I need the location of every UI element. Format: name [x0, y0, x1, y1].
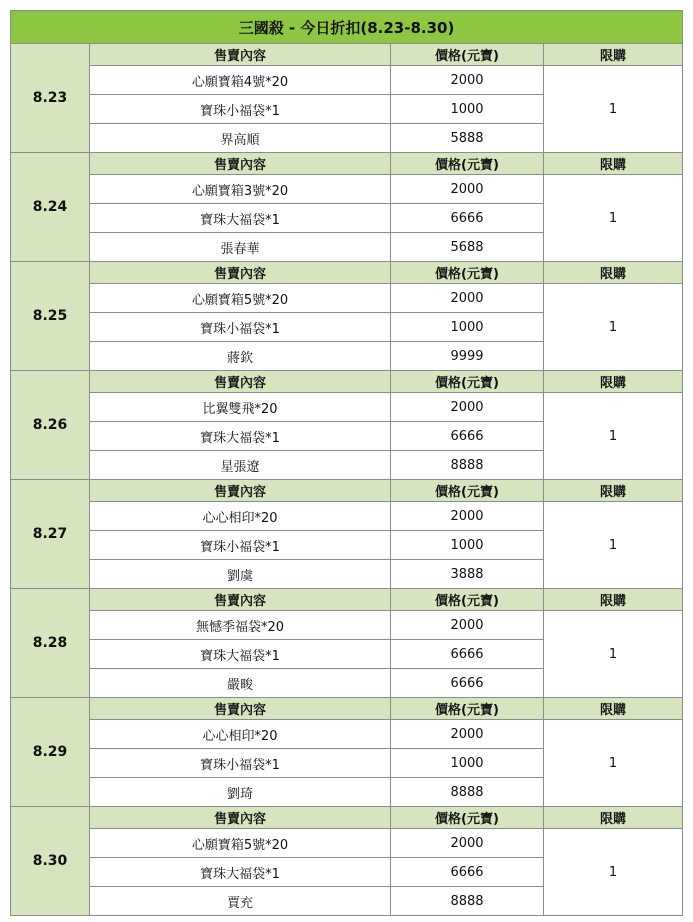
- item-price: 2000: [391, 284, 544, 313]
- date-cell: 8.28: [11, 589, 90, 698]
- item-name: 無憾季福袋*20: [90, 611, 391, 640]
- item-row: [11, 284, 683, 313]
- item-name: 寶珠小福袋*1: [90, 749, 391, 778]
- item-price: 2000: [391, 393, 544, 422]
- item-price: 8888: [391, 451, 544, 480]
- item-name: 界高順: [90, 124, 391, 153]
- item-price: 2000: [391, 175, 544, 204]
- item-name: 劉虞: [90, 560, 391, 589]
- limit-value: 1: [544, 502, 683, 589]
- limit-value: 1: [544, 66, 683, 153]
- item-price: 5688: [391, 233, 544, 262]
- header-price: 價格(元寶): [391, 262, 544, 284]
- limit-value: 1: [544, 829, 683, 916]
- item-name: 心心相印*20: [90, 720, 391, 749]
- header-price: 價格(元寶): [391, 480, 544, 502]
- date-cell: 8.29: [11, 698, 90, 807]
- item-name: 寶珠大福袋*1: [90, 204, 391, 233]
- header-limit: 限購: [544, 262, 683, 284]
- day-header-row: [11, 480, 683, 502]
- item-price: 1000: [391, 531, 544, 560]
- page-title: 三國殺 - 今日折扣(8.23-8.30): [11, 11, 683, 44]
- item-row: [11, 829, 683, 858]
- limit-value: 1: [544, 393, 683, 480]
- header-item: 售賣內容: [90, 807, 391, 829]
- date-cell: 8.26: [11, 371, 90, 480]
- header-price: 價格(元寶): [391, 153, 544, 175]
- limit-value: 1: [544, 175, 683, 262]
- header-item: 售賣內容: [90, 262, 391, 284]
- discount-table: [10, 10, 683, 916]
- item-price: 8888: [391, 887, 544, 916]
- limit-value: 1: [544, 720, 683, 807]
- date-cell: 8.23: [11, 44, 90, 153]
- day-header-row: [11, 44, 683, 66]
- day-header-row: [11, 371, 683, 393]
- day-header-row: [11, 698, 683, 720]
- table-body: [11, 11, 683, 916]
- item-name: 心願寶箱5號*20: [90, 284, 391, 313]
- header-limit: 限購: [544, 589, 683, 611]
- item-price: 5888: [391, 124, 544, 153]
- limit-value: 1: [544, 611, 683, 698]
- item-price: 6666: [391, 858, 544, 887]
- header-limit: 限購: [544, 698, 683, 720]
- item-price: 9999: [391, 342, 544, 371]
- header-limit: 限購: [544, 371, 683, 393]
- item-row: [11, 393, 683, 422]
- header-item: 售賣內容: [90, 371, 391, 393]
- item-price: 6666: [391, 422, 544, 451]
- item-name: 寶珠小福袋*1: [90, 95, 391, 124]
- day-header-row: [11, 262, 683, 284]
- item-name: 寶珠小福袋*1: [90, 531, 391, 560]
- header-item: 售賣內容: [90, 153, 391, 175]
- header-limit: 限購: [544, 480, 683, 502]
- item-name: 星張遼: [90, 451, 391, 480]
- item-name: 心願寶箱5號*20: [90, 829, 391, 858]
- item-name: 劉琦: [90, 778, 391, 807]
- item-price: 6666: [391, 669, 544, 698]
- header-item: 售賣內容: [90, 589, 391, 611]
- item-row: [11, 175, 683, 204]
- header-item: 售賣內容: [90, 698, 391, 720]
- item-name: 蔣欽: [90, 342, 391, 371]
- item-price: 2000: [391, 502, 544, 531]
- item-name: 心願寶箱3號*20: [90, 175, 391, 204]
- item-price: 2000: [391, 720, 544, 749]
- header-price: 價格(元寶): [391, 698, 544, 720]
- header-item: 售賣內容: [90, 480, 391, 502]
- day-header-row: [11, 153, 683, 175]
- item-name: 張春華: [90, 233, 391, 262]
- item-price: 8888: [391, 778, 544, 807]
- item-name: 寶珠大福袋*1: [90, 422, 391, 451]
- date-cell: 8.25: [11, 262, 90, 371]
- item-name: 心願寶箱4號*20: [90, 66, 391, 95]
- header-price: 價格(元寶): [391, 807, 544, 829]
- date-cell: 8.24: [11, 153, 90, 262]
- day-header-row: [11, 589, 683, 611]
- header-item: 售賣內容: [90, 44, 391, 66]
- date-cell: 8.30: [11, 807, 90, 916]
- item-name: 寶珠小福袋*1: [90, 313, 391, 342]
- item-name: 寶珠大福袋*1: [90, 640, 391, 669]
- item-price: 6666: [391, 640, 544, 669]
- item-price: 2000: [391, 611, 544, 640]
- header-price: 價格(元寶): [391, 371, 544, 393]
- item-row: [11, 611, 683, 640]
- item-price: 1000: [391, 749, 544, 778]
- item-name: 比翼雙飛*20: [90, 393, 391, 422]
- item-row: [11, 502, 683, 531]
- item-row: [11, 720, 683, 749]
- header-limit: 限購: [544, 44, 683, 66]
- header-price: 價格(元寶): [391, 589, 544, 611]
- day-header-row: [11, 807, 683, 829]
- header-price: 價格(元寶): [391, 44, 544, 66]
- item-name: 賈充: [90, 887, 391, 916]
- date-cell: 8.27: [11, 480, 90, 589]
- item-price: 6666: [391, 204, 544, 233]
- item-name: 心心相印*20: [90, 502, 391, 531]
- item-price: 1000: [391, 313, 544, 342]
- item-name: 寶珠大福袋*1: [90, 858, 391, 887]
- item-name: 嚴畯: [90, 669, 391, 698]
- header-limit: 限購: [544, 807, 683, 829]
- discount-sheet: [10, 10, 682, 916]
- item-price: 2000: [391, 829, 544, 858]
- limit-value: 1: [544, 284, 683, 371]
- item-price: 2000: [391, 66, 544, 95]
- item-row: [11, 66, 683, 95]
- item-price: 1000: [391, 95, 544, 124]
- title-row: [11, 11, 683, 44]
- item-price: 3888: [391, 560, 544, 589]
- header-limit: 限購: [544, 153, 683, 175]
